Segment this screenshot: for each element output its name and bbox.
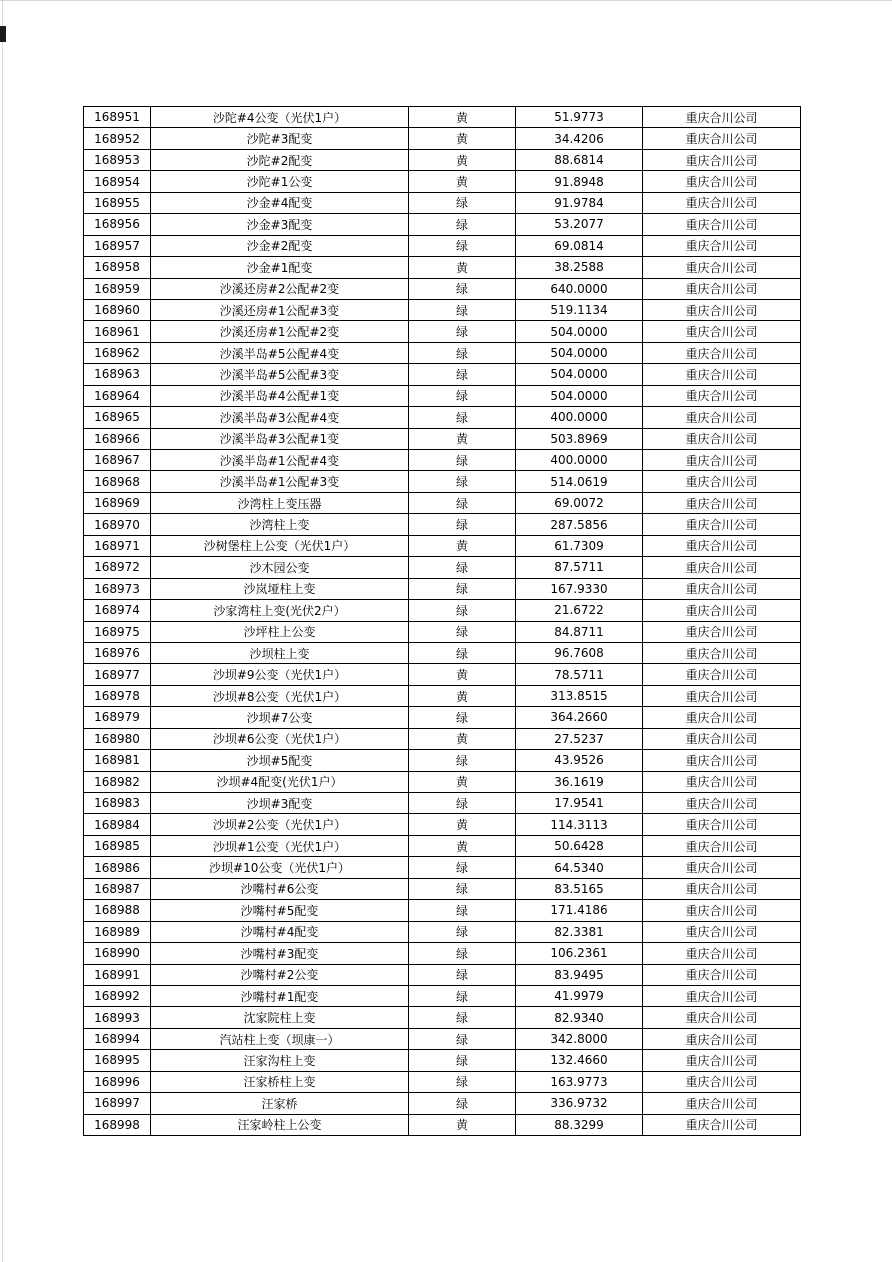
- cell-id: 168985: [84, 835, 151, 856]
- page-edge-left: [2, 0, 3, 1262]
- cell-value: 163.9773: [516, 1071, 643, 1092]
- cell-id: 168986: [84, 857, 151, 878]
- table-row: [84, 707, 801, 728]
- cell-status: 黄: [409, 428, 516, 449]
- cell-status: 黄: [409, 814, 516, 835]
- table-row: [84, 321, 801, 342]
- table-row: [84, 642, 801, 663]
- cell-value: 364.2660: [516, 707, 643, 728]
- cell-company: 重庆合川公司: [643, 235, 801, 256]
- cell-company: 重庆合川公司: [643, 857, 801, 878]
- cell-status: 绿: [409, 278, 516, 299]
- cell-value: 84.8711: [516, 621, 643, 642]
- cell-value: 17.9541: [516, 793, 643, 814]
- cell-company: 重庆合川公司: [643, 621, 801, 642]
- cell-status: 绿: [409, 557, 516, 578]
- cell-status: 绿: [409, 793, 516, 814]
- cell-company: 重庆合川公司: [643, 128, 801, 149]
- cell-id: 168969: [84, 492, 151, 513]
- cell-status: 绿: [409, 235, 516, 256]
- cell-id: 168970: [84, 514, 151, 535]
- cell-name: 沙湾柱上变压器: [151, 492, 409, 513]
- cell-company: 重庆合川公司: [643, 214, 801, 235]
- cell-company: 重庆合川公司: [643, 428, 801, 449]
- cell-status: 黄: [409, 149, 516, 170]
- cell-id: 168987: [84, 878, 151, 899]
- cell-value: 69.0814: [516, 235, 643, 256]
- cell-company: 重庆合川公司: [643, 750, 801, 771]
- scan-artifact: [0, 26, 6, 42]
- cell-company: 重庆合川公司: [643, 707, 801, 728]
- cell-value: 88.3299: [516, 1114, 643, 1135]
- cell-id: 168964: [84, 385, 151, 406]
- cell-name: 沙岚垭柱上变: [151, 578, 409, 599]
- table-row: [84, 492, 801, 513]
- cell-status: 绿: [409, 578, 516, 599]
- table-row: [84, 107, 801, 128]
- cell-name: 沙嘴村#1配变: [151, 985, 409, 1006]
- cell-name: 沙溪半岛#5公配#3变: [151, 364, 409, 385]
- cell-id: 168960: [84, 299, 151, 320]
- cell-name: 汪家桥: [151, 1093, 409, 1114]
- cell-name: 沙陀#4公变（光伏1户）: [151, 107, 409, 128]
- cell-value: 504.0000: [516, 364, 643, 385]
- cell-id: 168966: [84, 428, 151, 449]
- cell-status: 绿: [409, 707, 516, 728]
- table-row: [84, 514, 801, 535]
- table-row: [84, 878, 801, 899]
- table-row: [84, 342, 801, 363]
- cell-id: 168956: [84, 214, 151, 235]
- cell-company: 重庆合川公司: [643, 1050, 801, 1071]
- table-row: [84, 728, 801, 749]
- cell-value: 53.2077: [516, 214, 643, 235]
- cell-value: 87.5711: [516, 557, 643, 578]
- cell-status: 绿: [409, 321, 516, 342]
- cell-id: 168952: [84, 128, 151, 149]
- cell-name: 沙嘴村#5配变: [151, 900, 409, 921]
- cell-id: 168991: [84, 964, 151, 985]
- table-row: [84, 428, 801, 449]
- cell-name: 沙溪半岛#1公配#3变: [151, 471, 409, 492]
- cell-id: 168973: [84, 578, 151, 599]
- cell-status: 绿: [409, 1050, 516, 1071]
- table-row: [84, 535, 801, 556]
- cell-company: 重庆合川公司: [643, 192, 801, 213]
- page-edge-top: [0, 0, 892, 1]
- cell-company: 重庆合川公司: [643, 299, 801, 320]
- cell-value: 91.8948: [516, 171, 643, 192]
- table-row: [84, 943, 801, 964]
- transformer-table-body: [84, 107, 801, 1136]
- cell-name: 沙陀#2配变: [151, 149, 409, 170]
- cell-id: 168995: [84, 1050, 151, 1071]
- cell-name: 沙坝#4配变(光伏1户）: [151, 771, 409, 792]
- cell-id: 168972: [84, 557, 151, 578]
- cell-name: 沙坪柱上公变: [151, 621, 409, 642]
- cell-status: 绿: [409, 900, 516, 921]
- cell-value: 36.1619: [516, 771, 643, 792]
- table-row: [84, 364, 801, 385]
- cell-status: 黄: [409, 535, 516, 556]
- cell-id: 168977: [84, 664, 151, 685]
- cell-company: 重庆合川公司: [643, 557, 801, 578]
- cell-status: 绿: [409, 450, 516, 471]
- table-row: [84, 857, 801, 878]
- table-row: [84, 685, 801, 706]
- table-row: [84, 407, 801, 428]
- cell-id: 168957: [84, 235, 151, 256]
- cell-name: 汪家桥柱上变: [151, 1071, 409, 1092]
- cell-value: 27.5237: [516, 728, 643, 749]
- cell-id: 168976: [84, 642, 151, 663]
- cell-company: 重庆合川公司: [643, 364, 801, 385]
- table-row: [84, 1050, 801, 1071]
- cell-name: 沙溪还房#2公配#2变: [151, 278, 409, 299]
- table-row: [84, 1007, 801, 1028]
- cell-name: 沙溪半岛#3公配#1变: [151, 428, 409, 449]
- cell-id: 168990: [84, 943, 151, 964]
- cell-name: 沙树堡柱上公变（光伏1户）: [151, 535, 409, 556]
- cell-id: 168958: [84, 257, 151, 278]
- cell-status: 绿: [409, 878, 516, 899]
- cell-id: 168975: [84, 621, 151, 642]
- cell-value: 167.9330: [516, 578, 643, 599]
- cell-company: 重庆合川公司: [643, 407, 801, 428]
- cell-name: 沙坝#5配变: [151, 750, 409, 771]
- cell-company: 重庆合川公司: [643, 1007, 801, 1028]
- cell-company: 重庆合川公司: [643, 921, 801, 942]
- cell-id: 168998: [84, 1114, 151, 1135]
- cell-id: 168971: [84, 535, 151, 556]
- cell-status: 绿: [409, 921, 516, 942]
- table-row: [84, 471, 801, 492]
- cell-value: 91.9784: [516, 192, 643, 213]
- cell-name: 沙金#3配变: [151, 214, 409, 235]
- cell-name: 沙溪还房#1公配#2变: [151, 321, 409, 342]
- table-row: [84, 299, 801, 320]
- cell-company: 重庆合川公司: [643, 278, 801, 299]
- cell-id: 168967: [84, 450, 151, 471]
- table-row: [84, 385, 801, 406]
- cell-name: 沈家院柱上变: [151, 1007, 409, 1028]
- cell-value: 88.6814: [516, 149, 643, 170]
- table-row: [84, 814, 801, 835]
- cell-value: 519.1134: [516, 299, 643, 320]
- table-row: [84, 1114, 801, 1135]
- cell-value: 114.3113: [516, 814, 643, 835]
- cell-id: 168954: [84, 171, 151, 192]
- cell-id: 168980: [84, 728, 151, 749]
- cell-company: 重庆合川公司: [643, 943, 801, 964]
- cell-value: 504.0000: [516, 342, 643, 363]
- table-row: [84, 171, 801, 192]
- cell-id: 168988: [84, 900, 151, 921]
- cell-status: 黄: [409, 171, 516, 192]
- table-row: [84, 192, 801, 213]
- cell-company: 重庆合川公司: [643, 642, 801, 663]
- cell-value: 82.3381: [516, 921, 643, 942]
- cell-name: 汽站柱上变（坝康一）: [151, 1028, 409, 1049]
- cell-id: 168974: [84, 600, 151, 621]
- cell-name: 沙金#1配变: [151, 257, 409, 278]
- cell-status: 绿: [409, 471, 516, 492]
- cell-status: 绿: [409, 750, 516, 771]
- cell-company: 重庆合川公司: [643, 385, 801, 406]
- cell-company: 重庆合川公司: [643, 492, 801, 513]
- cell-id: 168997: [84, 1093, 151, 1114]
- cell-company: 重庆合川公司: [643, 728, 801, 749]
- cell-value: 342.8000: [516, 1028, 643, 1049]
- cell-id: 168984: [84, 814, 151, 835]
- cell-id: 168982: [84, 771, 151, 792]
- cell-value: 64.5340: [516, 857, 643, 878]
- cell-id: 168989: [84, 921, 151, 942]
- table-row: [84, 257, 801, 278]
- cell-company: 重庆合川公司: [643, 535, 801, 556]
- cell-id: 168968: [84, 471, 151, 492]
- cell-name: 沙湾柱上变: [151, 514, 409, 535]
- cell-status: 绿: [409, 407, 516, 428]
- cell-status: 黄: [409, 257, 516, 278]
- table-row: [84, 149, 801, 170]
- cell-status: 黄: [409, 664, 516, 685]
- cell-status: 绿: [409, 964, 516, 985]
- cell-status: 黄: [409, 107, 516, 128]
- table-row: [84, 664, 801, 685]
- cell-company: 重庆合川公司: [643, 107, 801, 128]
- table-row: [84, 600, 801, 621]
- cell-name: 沙溪半岛#3公配#4变: [151, 407, 409, 428]
- cell-name: 沙溪半岛#1公配#4变: [151, 450, 409, 471]
- table-row: [84, 235, 801, 256]
- cell-id: 168959: [84, 278, 151, 299]
- cell-name: 沙坝#10公变（光伏1户）: [151, 857, 409, 878]
- cell-status: 黄: [409, 835, 516, 856]
- cell-status: 绿: [409, 342, 516, 363]
- cell-name: 沙坝#3配变: [151, 793, 409, 814]
- cell-value: 336.9732: [516, 1093, 643, 1114]
- cell-status: 绿: [409, 385, 516, 406]
- table-row: [84, 750, 801, 771]
- table-row: [84, 964, 801, 985]
- cell-value: 50.6428: [516, 835, 643, 856]
- cell-status: 绿: [409, 985, 516, 1006]
- cell-company: 重庆合川公司: [643, 257, 801, 278]
- cell-id: 168955: [84, 192, 151, 213]
- cell-company: 重庆合川公司: [643, 149, 801, 170]
- cell-name: 沙坝#1公变（光伏1户）: [151, 835, 409, 856]
- cell-value: 640.0000: [516, 278, 643, 299]
- table-row: [84, 985, 801, 1006]
- cell-company: 重庆合川公司: [643, 1028, 801, 1049]
- cell-value: 78.5711: [516, 664, 643, 685]
- cell-id: 168962: [84, 342, 151, 363]
- cell-value: 21.6722: [516, 600, 643, 621]
- cell-company: 重庆合川公司: [643, 342, 801, 363]
- cell-value: 51.9773: [516, 107, 643, 128]
- cell-company: 重庆合川公司: [643, 578, 801, 599]
- cell-status: 黄: [409, 685, 516, 706]
- cell-id: 168953: [84, 149, 151, 170]
- cell-id: 168981: [84, 750, 151, 771]
- table-row: [84, 450, 801, 471]
- cell-status: 绿: [409, 1007, 516, 1028]
- cell-name: 沙坝#8公变（光伏1户）: [151, 685, 409, 706]
- cell-name: 沙溪半岛#4公配#1变: [151, 385, 409, 406]
- cell-status: 绿: [409, 600, 516, 621]
- cell-id: 168961: [84, 321, 151, 342]
- table-row: [84, 921, 801, 942]
- table-row: [84, 557, 801, 578]
- cell-value: 400.0000: [516, 450, 643, 471]
- cell-value: 504.0000: [516, 385, 643, 406]
- cell-value: 69.0072: [516, 492, 643, 513]
- cell-status: 绿: [409, 1093, 516, 1114]
- cell-status: 绿: [409, 492, 516, 513]
- cell-company: 重庆合川公司: [643, 964, 801, 985]
- cell-company: 重庆合川公司: [643, 171, 801, 192]
- cell-name: 沙溪还房#1公配#3变: [151, 299, 409, 320]
- cell-company: 重庆合川公司: [643, 985, 801, 1006]
- cell-value: 313.8515: [516, 685, 643, 706]
- cell-id: 168978: [84, 685, 151, 706]
- cell-id: 168992: [84, 985, 151, 1006]
- cell-name: 沙坝#9公变（光伏1户）: [151, 664, 409, 685]
- cell-company: 重庆合川公司: [643, 878, 801, 899]
- cell-name: 沙金#4配变: [151, 192, 409, 213]
- cell-value: 287.5856: [516, 514, 643, 535]
- table-row: [84, 1093, 801, 1114]
- cell-name: 沙坝#7公变: [151, 707, 409, 728]
- cell-id: 168983: [84, 793, 151, 814]
- cell-company: 重庆合川公司: [643, 600, 801, 621]
- cell-value: 38.2588: [516, 257, 643, 278]
- table-row: [84, 835, 801, 856]
- cell-name: 沙家湾柱上变(光伏2户）: [151, 600, 409, 621]
- cell-status: 绿: [409, 857, 516, 878]
- cell-company: 重庆合川公司: [643, 321, 801, 342]
- cell-status: 绿: [409, 214, 516, 235]
- cell-value: 83.5165: [516, 878, 643, 899]
- cell-name: 沙溪半岛#5公配#4变: [151, 342, 409, 363]
- cell-status: 黄: [409, 771, 516, 792]
- cell-status: 绿: [409, 621, 516, 642]
- cell-company: 重庆合川公司: [643, 1093, 801, 1114]
- cell-value: 503.8969: [516, 428, 643, 449]
- table-row: [84, 214, 801, 235]
- table-row: [84, 278, 801, 299]
- cell-name: 沙坝柱上变: [151, 642, 409, 663]
- cell-company: 重庆合川公司: [643, 814, 801, 835]
- cell-name: 沙陀#3配变: [151, 128, 409, 149]
- cell-value: 43.9526: [516, 750, 643, 771]
- transformer-table: [83, 106, 801, 1136]
- cell-name: 沙木园公变: [151, 557, 409, 578]
- table-row: [84, 900, 801, 921]
- cell-status: 黄: [409, 1114, 516, 1135]
- cell-company: 重庆合川公司: [643, 450, 801, 471]
- table-row: [84, 621, 801, 642]
- cell-name: 沙嘴村#6公变: [151, 878, 409, 899]
- cell-name: 沙坝#6公变（光伏1户）: [151, 728, 409, 749]
- cell-value: 41.9979: [516, 985, 643, 1006]
- cell-name: 沙陀#1公变: [151, 171, 409, 192]
- cell-name: 沙嘴村#3配变: [151, 943, 409, 964]
- cell-status: 绿: [409, 514, 516, 535]
- cell-name: 沙金#2配变: [151, 235, 409, 256]
- cell-status: 绿: [409, 192, 516, 213]
- table-row: [84, 771, 801, 792]
- table-row: [84, 128, 801, 149]
- cell-value: 61.7309: [516, 535, 643, 556]
- cell-company: 重庆合川公司: [643, 664, 801, 685]
- cell-id: 168963: [84, 364, 151, 385]
- cell-value: 82.9340: [516, 1007, 643, 1028]
- table-row: [84, 1028, 801, 1049]
- cell-company: 重庆合川公司: [643, 514, 801, 535]
- cell-company: 重庆合川公司: [643, 900, 801, 921]
- cell-status: 黄: [409, 128, 516, 149]
- cell-value: 96.7608: [516, 642, 643, 663]
- cell-name: 沙嘴村#4配变: [151, 921, 409, 942]
- cell-id: 168993: [84, 1007, 151, 1028]
- cell-value: 83.9495: [516, 964, 643, 985]
- cell-value: 132.4660: [516, 1050, 643, 1071]
- cell-value: 171.4186: [516, 900, 643, 921]
- cell-name: 沙坝#2公变（光伏1户）: [151, 814, 409, 835]
- cell-name: 汪家岭柱上公变: [151, 1114, 409, 1135]
- cell-id: 168979: [84, 707, 151, 728]
- cell-company: 重庆合川公司: [643, 471, 801, 492]
- cell-value: 106.2361: [516, 943, 643, 964]
- cell-company: 重庆合川公司: [643, 793, 801, 814]
- cell-status: 绿: [409, 364, 516, 385]
- cell-id: 168951: [84, 107, 151, 128]
- cell-value: 34.4206: [516, 128, 643, 149]
- cell-value: 400.0000: [516, 407, 643, 428]
- cell-id: 168994: [84, 1028, 151, 1049]
- cell-status: 绿: [409, 299, 516, 320]
- cell-id: 168996: [84, 1071, 151, 1092]
- cell-value: 514.0619: [516, 471, 643, 492]
- cell-id: 168965: [84, 407, 151, 428]
- cell-name: 汪家沟柱上变: [151, 1050, 409, 1071]
- cell-company: 重庆合川公司: [643, 835, 801, 856]
- cell-status: 绿: [409, 1071, 516, 1092]
- table-row: [84, 578, 801, 599]
- table-row: [84, 1071, 801, 1092]
- cell-company: 重庆合川公司: [643, 1114, 801, 1135]
- cell-value: 504.0000: [516, 321, 643, 342]
- cell-status: 绿: [409, 642, 516, 663]
- cell-status: 绿: [409, 1028, 516, 1049]
- cell-company: 重庆合川公司: [643, 685, 801, 706]
- table-row: [84, 793, 801, 814]
- cell-name: 沙嘴村#2公变: [151, 964, 409, 985]
- cell-company: 重庆合川公司: [643, 771, 801, 792]
- cell-company: 重庆合川公司: [643, 1071, 801, 1092]
- cell-status: 绿: [409, 943, 516, 964]
- cell-status: 黄: [409, 728, 516, 749]
